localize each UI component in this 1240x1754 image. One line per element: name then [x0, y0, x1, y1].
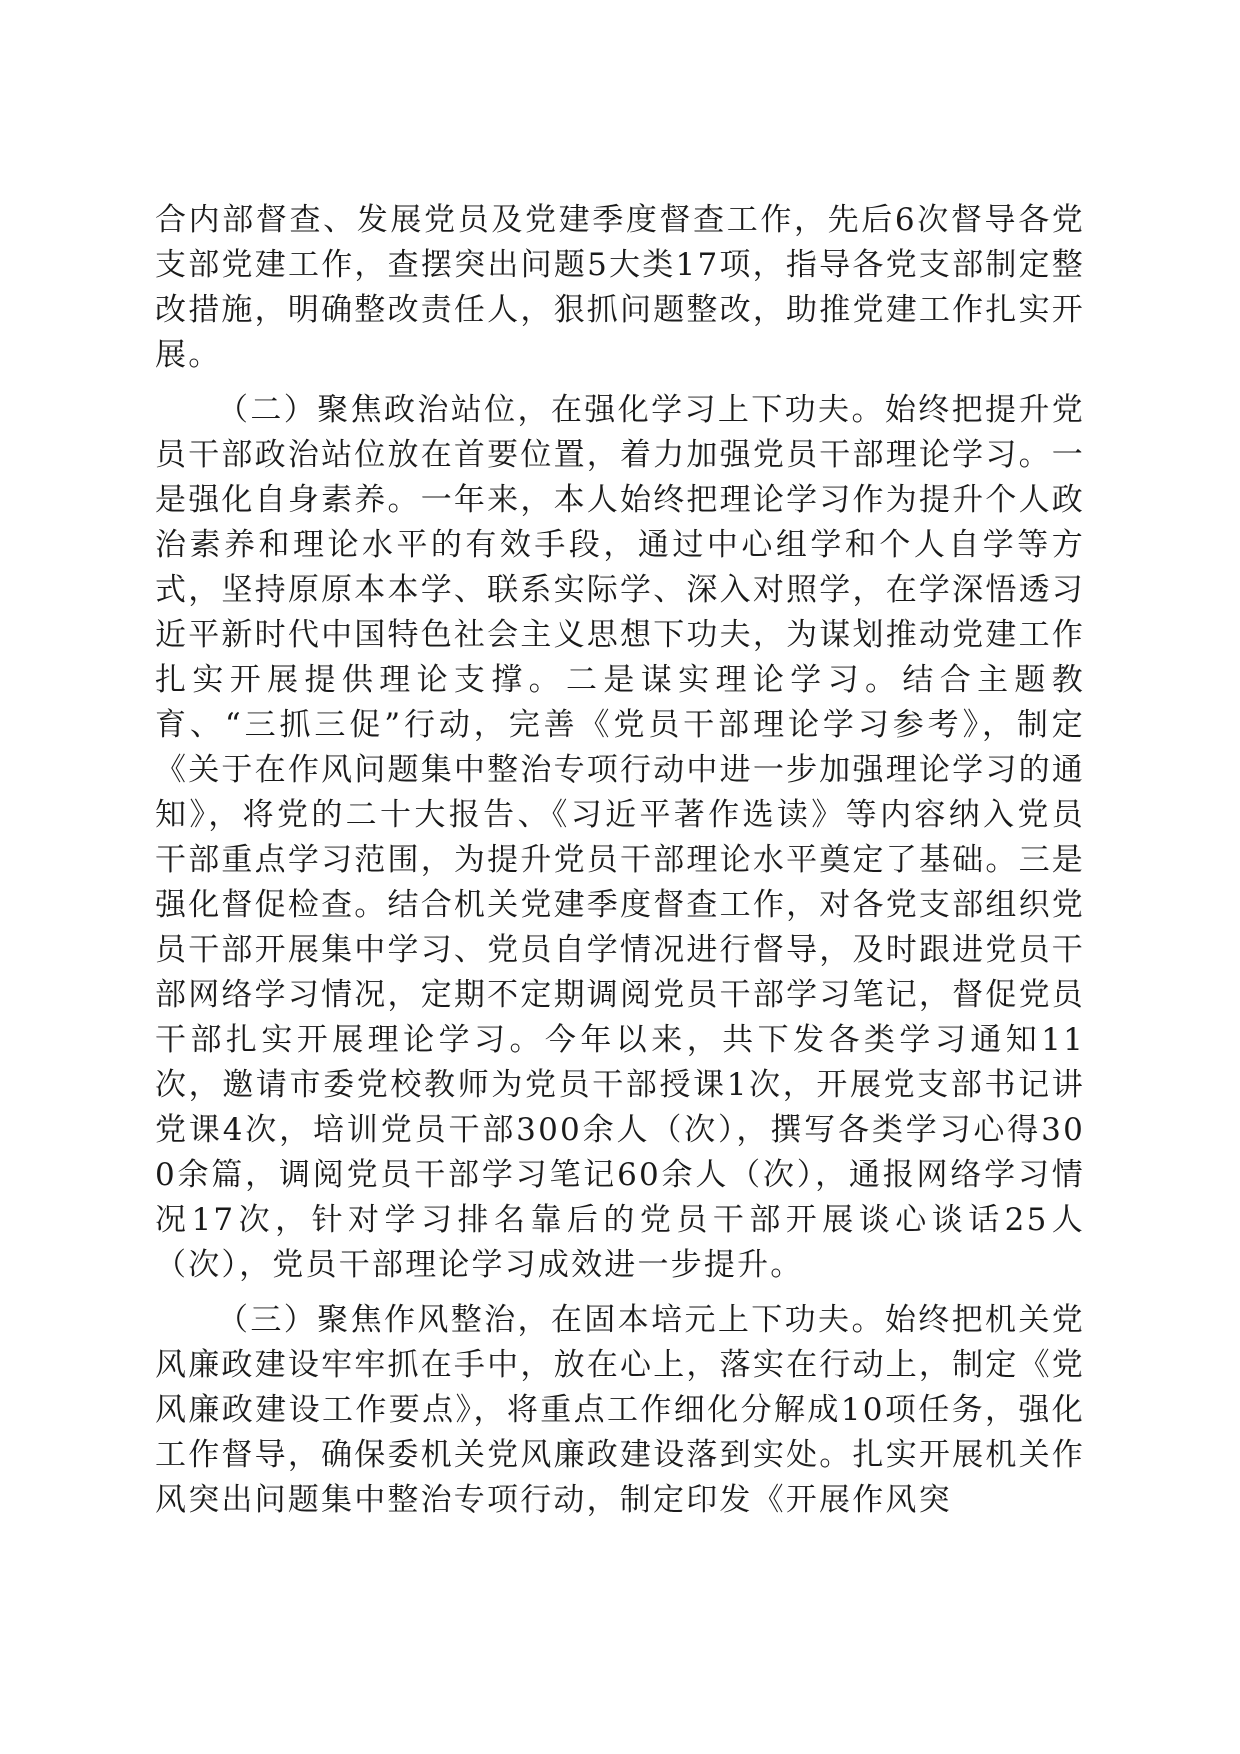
paragraph-section-two-study: （二）聚焦政治站位，在强化学习上下功夫。始终把提升党员干部政治站位放在首要位置，着力加强党员干部理论学习。一是强化自身素养。一年来，本人始终把理论学习作为提升个人政治素养和理论水平的有效手段，通过中心组学和个人自学等方式，坚持原原本本学、联系实际学、深入对照学，在学深悟透习近平新时代中国特色社会主义思想下功夫，为谋划推动党建工作扎实开展提供理论支撑。二是谋实理论学习。结合主题教育、“三抓三促”行动，完善《党员干部理论学习参考》，制定《关于在作风问题集中整治专项行动中进一步加强理论学习的通知》，将党的二十大报告、《习近平著作选读》等内容纳入党员干部重点学习范围，为提升党员干部理论水平奠定了基础。三是强化督促检查。结合机关党建季度督查工作，对各党支部组织党员干部开展集中学习、党员自学情况进行督导，及时跟进党员干部网络学习情况，定期不定期调阅党员干部学习笔记，督促党员干部扎实开展理论学习。今年以来，共下发各类学习通知11次，邀请市委党校教师为党员干部授课1次，开展党支部书记讲党课4次，培训党员干部300余人（次），撰写各类学习心得300余篇，调阅党员干部学习笔记60余人（次），通报网络学习情况17次，针对学习排名靠后的党员干部开展谈心谈话25人（次），党员干部理论学习成效进一步提升。 [155, 392, 1085, 1283]
paragraph-continuation: 合内部督查、发展党员及党建季度督查工作，先后6次督导各党支部党建工作，查摆突出问题5大类17项，指导各党支部制定整改措施，明确整改责任人，狠抓问题整改，助推党建工作扎实开展。 [155, 202, 1085, 373]
document-body [155, 198, 1085, 1533]
paragraph-section-three-conduct: （三）聚焦作风整治，在固本培元上下功夫。始终把机关党风廉政建设牢牢抓在手中，放在心上，落实在行动上，制定《党风廉政建设工作要点》，将重点工作细化分解成10项任务，强化工作督导，确保委机关党风廉政建设落到实处。扎实开展机关作风突出问题集中整治专项行动，制定印发《开展作风突 [155, 1302, 1085, 1518]
